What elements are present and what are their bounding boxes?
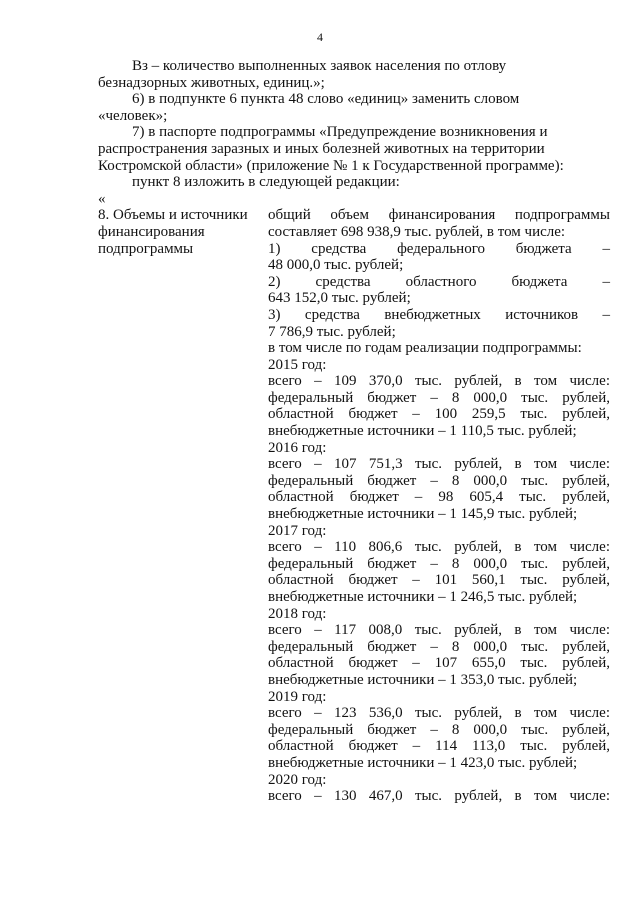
- content-line: 2018 год:: [268, 605, 327, 622]
- content-line: всего – 117 008,0 тыс. рублей, в том числе:: [268, 622, 610, 639]
- passport-row-title: [98, 207, 268, 804]
- paragraph-line: Вз – количество выполненных заявок населения по отлову: [132, 58, 507, 74]
- content-line: областной бюджет – 100 259,5 тыс. рублей,: [268, 406, 610, 423]
- passport-table-row: [98, 207, 610, 804]
- content-line: внебюджетные источники – 1 353,0 тыс. рублей;: [268, 671, 578, 688]
- paragraph-line: Костромской области» (приложение № 1 к Государственной программе):: [98, 157, 564, 174]
- content-line: внебюджетные источники – 1 246,5 тыс. рублей;: [268, 589, 578, 605]
- content-line: всего – 123 536,0 тыс. рублей, в том числе:: [268, 705, 610, 722]
- content-line: внебюджетные источники – 1 423,0 тыс. рублей;: [268, 754, 578, 771]
- content-line: областной бюджет – 98 605,4 тыс. рублей,: [268, 489, 610, 506]
- content-line: всего – 107 751,3 тыс. рублей, в том числе:: [268, 456, 610, 473]
- content-line: в том числе по годам реализации подпрограммы:: [268, 340, 582, 357]
- content-line: областной бюджет – 101 560,1 тыс. рублей,: [268, 572, 610, 589]
- content-line: всего – 130 467,0 тыс. рублей, в том числе:: [268, 788, 610, 805]
- content-line: всего – 110 806,6 тыс. рублей, в том числе:: [268, 539, 610, 556]
- content-line: 3) средства внебюджетных источников –: [268, 306, 610, 323]
- content-line: составляет 698 938,9 тыс. рублей, в том числе:: [268, 223, 566, 240]
- content-line: внебюджетные источники – 1 110,5 тыс. рублей;: [268, 423, 577, 440]
- content-line: областной бюджет – 114 113,0 тыс. рублей,: [268, 738, 610, 755]
- content-line: 1) средства федерального бюджета –: [268, 240, 610, 257]
- document-body: [98, 58, 610, 805]
- paragraph-line: «человек»;: [98, 107, 168, 124]
- content-line: 2017 год:: [268, 522, 327, 539]
- content-line: 643 152,0 тыс. рублей;: [268, 290, 411, 307]
- content-line: федеральный бюджет – 8 000,0 тыс. рублей,: [268, 721, 610, 738]
- paragraph-line: распространения заразных и иных болезней животных на территории: [98, 140, 545, 157]
- content-line: 48 000,0 тыс. рублей;: [268, 257, 404, 274]
- content-line: 2019 год:: [268, 688, 327, 705]
- content-line: областной бюджет – 107 655,0 тыс. рублей,: [268, 655, 610, 672]
- content-line: федеральный бюджет – 8 000,0 тыс. рублей,: [268, 555, 610, 572]
- content-line: внебюджетные источники – 1 145,9 тыс. рублей;: [268, 506, 578, 523]
- row-title-line: финансирования: [98, 223, 205, 240]
- content-line: общий объем финансирования подпрограммы: [268, 207, 610, 224]
- paragraph-line: 7) в паспорте подпрограммы «Предупреждение возникновения и: [132, 124, 548, 141]
- content-line: 2015 год:: [268, 356, 327, 373]
- paragraph-line: пункт 8 изложить в следующей редакции:: [132, 174, 400, 191]
- paragraph-line: 6) в подпункте 6 пункта 48 слово «единиц» заменить словом: [132, 91, 520, 108]
- row-title-line: подпрограммы: [98, 240, 194, 257]
- content-line: всего – 109 370,0 тыс. рублей, в том числе:: [268, 373, 610, 390]
- paragraph-line: безнадзорных животных, единиц.»;: [98, 74, 325, 91]
- content-line: 2) средства областного бюджета –: [268, 273, 610, 290]
- page-number: 4: [317, 30, 323, 44]
- row-title-line: 8. Объемы и источники: [98, 207, 248, 224]
- passport-row-content: [268, 207, 610, 804]
- content-line: федеральный бюджет – 8 000,0 тыс. рублей,: [268, 638, 610, 655]
- content-line: федеральный бюджет – 8 000,0 тыс. рублей,: [268, 389, 610, 406]
- content-line: 2016 год:: [268, 439, 327, 456]
- opening-quote: «: [98, 190, 106, 207]
- content-line: 2020 год:: [268, 771, 327, 788]
- content-line: 7 786,9 тыс. рублей;: [268, 323, 396, 340]
- content-line: федеральный бюджет – 8 000,0 тыс. рублей,: [268, 472, 610, 489]
